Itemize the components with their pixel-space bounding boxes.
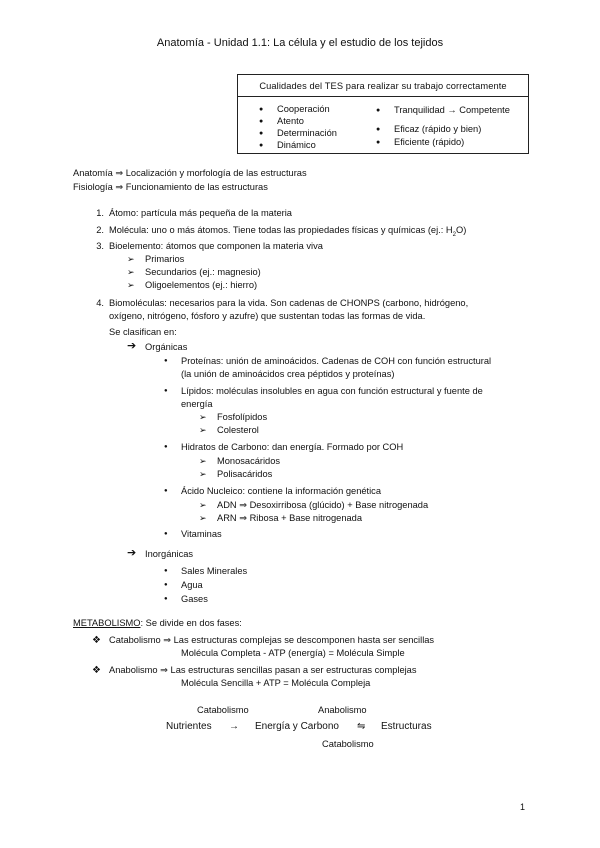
arrowhead-icon: ➢ <box>199 456 207 466</box>
list-text: oxígeno, nitrógeno, fósforo y azufre) que sustentan todas las formas de vida. <box>109 311 426 321</box>
bullet-continuation: energía <box>181 399 213 409</box>
quality-item: ● Eficaz (rápido y bien) <box>394 123 481 136</box>
list-number: 4. <box>96 298 104 308</box>
qualities-box <box>237 74 529 154</box>
def-fisiologia: Fisiología ⇒ Funcionamiento de las estructuras <box>73 182 268 192</box>
list-item-3 <box>96 240 323 253</box>
bullet-continuation: (la unión de aminoácidos crea péptidos y proteínas) <box>181 369 395 379</box>
arrow-right-icon: ➔ <box>127 547 137 559</box>
diagram-label-catabolismo-bottom: Catabolismo <box>322 739 374 749</box>
list-text: Biomoléculas: necesarios para la vida. Son cadenas de CHONPS (carbono, hidrógeno, <box>109 298 469 308</box>
bullet-item: ● Proteínas: unión de aminoácidos. Cadenas de COH con función estructural <box>164 356 492 366</box>
bullet-icon: ● <box>164 582 168 588</box>
page-number: 1 <box>520 802 526 812</box>
arrowhead-icon: ➢ <box>199 500 207 510</box>
bullet-icon: ● <box>164 531 168 537</box>
list-item-2 <box>96 224 467 238</box>
bullet-icon: ● <box>164 444 168 450</box>
quality-item: ● Cooperación <box>277 103 330 116</box>
bullet-item: ● Gases <box>164 594 208 604</box>
arrowhead-icon: ➢ <box>199 513 207 523</box>
quality-item: ● Tranquilidad → Competente <box>394 104 510 117</box>
bullet-icon: ● <box>164 488 168 494</box>
quality-item: ● Atento <box>277 115 304 128</box>
arrow-right-icon: → <box>229 721 239 732</box>
arrowhead-icon: ➢ <box>199 469 207 479</box>
anabolismo-item: ❖ Anabolismo ⇒ Las estructuras sencillas pasan a ser estructuras complejas <box>92 665 417 676</box>
list-item-4 <box>96 297 469 310</box>
sub-item: ➢ Oligoelementos (ej.: hierro) <box>127 280 258 290</box>
sub-item: ➢ Primarios <box>127 254 185 264</box>
sub-item: ➢ Polisacáridos <box>199 469 273 479</box>
category-inorganicas: ➔ Inorgánicas <box>127 547 194 559</box>
bullet-item: ● Ácido Nucleico: contiene la información genética <box>164 486 381 496</box>
diamond-bullet-icon: ❖ <box>92 665 101 676</box>
arrowhead-icon: ➢ <box>199 425 207 435</box>
qualities-heading: Cualidades del TES para realizar su trabajo correctamente <box>238 75 528 97</box>
bullet-item: ● Lípidos: moléculas insolubles en agua con función estructural y fuente de <box>164 386 483 396</box>
sub-item: ➢ Secundarios (ej.: magnesio) <box>127 267 261 277</box>
sub-item: ➢ ARN ⇒ Ribosa + Base nitrogenada <box>199 513 363 523</box>
sub-item: ➢ Colesterol <box>199 425 259 435</box>
diagram-label-anabolismo: Anabolismo <box>318 705 367 715</box>
diagram-estructuras: Estructuras <box>381 721 432 732</box>
bullet-item: ● Hidratos de Carbono: dan energía. Formado por COH <box>164 442 404 452</box>
list-text: O) <box>455 225 467 235</box>
catabolismo-item: ❖ Catabolismo ⇒ Las estructuras complejas se descomponen hasta ser sencillas <box>92 635 435 646</box>
catabolismo-formula: Molécula Completa - ATP (energía) = Molécula Simple <box>181 648 405 658</box>
arrowhead-icon: ➢ <box>127 254 135 264</box>
diamond-bullet-icon: ❖ <box>92 635 101 646</box>
equilibrium-icon: ⇋ <box>357 721 366 732</box>
bullet-icon: ● <box>164 596 168 602</box>
bullet-icon: ● <box>164 388 168 394</box>
bullet-item: ● Vitaminas <box>164 529 222 539</box>
quality-item: ● Eficiente (rápido) <box>394 136 464 149</box>
quality-item: ● Dinámico <box>277 139 316 152</box>
list-number: 3. <box>96 241 104 251</box>
list-item-1 <box>96 207 292 220</box>
arrowhead-icon: ➢ <box>199 412 207 422</box>
bullet-item: ● Sales Minerales <box>164 566 248 576</box>
anabolismo-formula: Molécula Sencilla + ATP = Molécula Compleja <box>181 678 371 688</box>
arrow-right-icon: ➔ <box>127 340 137 352</box>
arrowhead-icon: ➢ <box>127 267 135 277</box>
def-anatomia: Anatomía ⇒ Localización y morfología de las estructuras <box>73 168 307 178</box>
diagram-nutrientes: Nutrientes <box>166 721 212 732</box>
sub-item: ➢ Monosacáridos <box>199 456 281 466</box>
bullet-item: ● Agua <box>164 580 203 590</box>
diagram-energia: Energía y Carbono <box>255 721 339 732</box>
metabolismo-heading: METABOLISMO: Se divide en dos fases: <box>73 618 242 628</box>
list-number: 1. <box>96 208 104 218</box>
sub-item: ➢ ADN ⇒ Desoxirribosa (glúcido) + Base nitrogenada <box>199 500 429 510</box>
list-number: 2. <box>96 225 104 235</box>
list-text: Se clasifican en: <box>109 327 177 337</box>
page-title: Anatomía - Unidad 1.1: La célula y el estudio de los tejidos <box>156 37 444 49</box>
subscript: 2 <box>452 231 456 238</box>
category-organicas: ➔ Orgánicas <box>127 340 188 352</box>
list-text: Bioelemento: átomos que componen la materia viva <box>109 241 323 251</box>
list-text: Átomo: partícula más pequeña de la materia <box>109 208 292 218</box>
arrowhead-icon: ➢ <box>127 280 135 290</box>
list-text: Molécula: uno o más átomos. Tiene todas las propiedades físicas y químicas (ej.: H <box>109 225 453 235</box>
bullet-icon: ● <box>164 568 168 574</box>
bullet-icon: ● <box>164 358 168 364</box>
sub-item: ➢ Fosfolípidos <box>199 412 268 422</box>
quality-item: ● Determinación <box>277 127 337 140</box>
diagram-label-catabolismo: Catabolismo <box>197 705 249 715</box>
